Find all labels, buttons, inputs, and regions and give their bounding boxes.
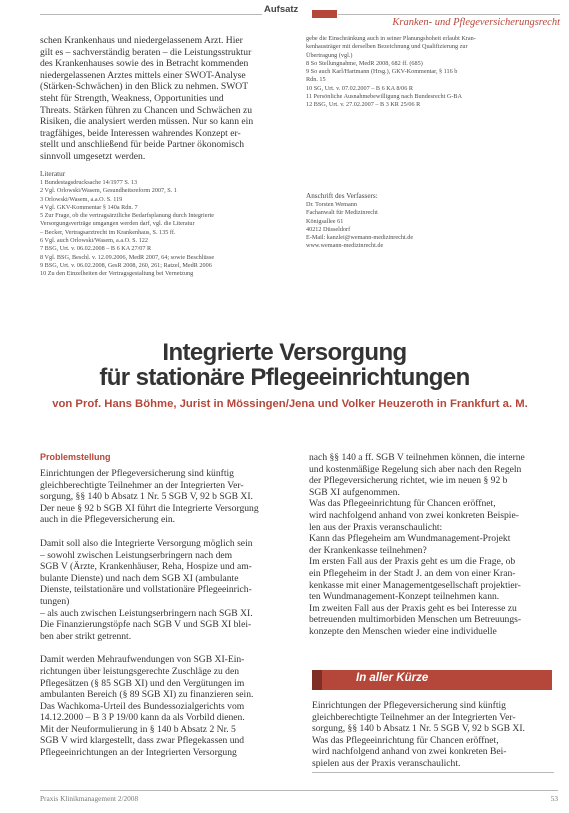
text-line: wird nachfolgend anhand von zwei konkreten Bei- bbox=[312, 746, 507, 758]
section-heading: Problemstellung bbox=[40, 452, 111, 462]
text-line: Einrichtungen der Pflegeversicherung sind künftig bbox=[312, 700, 506, 711]
section-tag: Aufsatz bbox=[264, 4, 299, 15]
text-line: Mit der Neuformulierung in § 140 b Absatz 2 Nr. 5 bbox=[40, 723, 236, 735]
text-line: Einrichtungen der Pflegeversicherung sind künftig bbox=[40, 468, 234, 479]
summary-box-text bbox=[312, 700, 554, 770]
text-line: Damit werden Mehraufwendungen von SGB XI-Ein- bbox=[40, 654, 245, 666]
header-accent-bar bbox=[312, 10, 337, 18]
summary-box-accent bbox=[312, 670, 322, 690]
note-line: kenhausträger mit derselben Bezeichnung und Qualifizierung zur bbox=[306, 43, 468, 51]
text-line: der Pflegeversicherung richtet, wie im neuen § 92 b bbox=[309, 475, 508, 487]
page-number: 53 bbox=[550, 794, 558, 803]
footnotes-title: Literatur bbox=[40, 170, 66, 178]
text-line: und kostenmäßige Regelung sich aber nach den Regeln bbox=[309, 463, 522, 475]
article-title-line-2: für stationäre Pflegeeinrichtungen bbox=[99, 364, 470, 391]
text-line: niedergelassenen Arztes mittels einer SWOT-Analyse bbox=[40, 69, 246, 81]
text-line: Threats. Stärken führen zu Chancen und Schwächen zu bbox=[40, 104, 253, 116]
footnote: 1 Bundestagsdrucksache 14/1977 S. 13 bbox=[40, 179, 138, 186]
text-line: spielen aus der Praxis veranschaulicht. bbox=[312, 757, 461, 769]
text-line: ein Pflegeheim in der Stadt J. an dem von einer Kran- bbox=[309, 567, 516, 579]
footer-publication: Praxis Klinikmanagement 2/2008 bbox=[40, 794, 139, 803]
text-line: gleichberechtigte Teilnehmer an der Integrierten Ver- bbox=[312, 711, 516, 723]
text-line: Das Wachkoma-Urteil des Bundessozialgerichts vom bbox=[40, 700, 245, 712]
running-title: Kranken- und Pflegeversicherungsrecht bbox=[392, 17, 560, 28]
text-line: Der neue § 92 b SGB XI führt die Integrierte Versorgung bbox=[40, 502, 259, 514]
text-line: auch in die Pflegeversicherung ein. bbox=[40, 514, 176, 526]
text-line: ten Wundmanagement-Konzept teilnehmen kann. bbox=[309, 591, 500, 603]
footnote: – Becker, Vertragsarztrecht im Krankenhaus, S. 135 ff. bbox=[40, 228, 176, 236]
article-title-line-1: Integrierte Versorgung bbox=[162, 339, 407, 366]
text-line: betreuenden multimorbiden Menschen um Betreuungs- bbox=[309, 614, 522, 626]
text-line: len aus der Praxis veranschaulicht: bbox=[309, 521, 443, 533]
text-line: wird nachfolgend anhand von zwei konkreten Beispie- bbox=[309, 509, 519, 521]
address-title: Anschrift des Verfassers: bbox=[306, 192, 378, 200]
text-line: konzepte den Menschen wieder eine individuelle bbox=[309, 625, 497, 637]
text-line: – sowohl zwischen Leistungserbringern nach dem bbox=[40, 549, 233, 561]
footnote: 10 Zu den Einzelheiten der Vertragsgestaltung bei Vernetzung bbox=[40, 270, 194, 278]
article-byline: von Prof. Hans Böhme, Jurist in Mössingen/Jena und Volker Heuzeroth in Frankfurt a. M. bbox=[52, 398, 528, 410]
note-line: gebe die Einschränkung auch in seiner Planungshoheit erlaubt Kran- bbox=[306, 35, 476, 42]
text-line: Pflegeeinrichtungen an der Integrierten Versorgung bbox=[40, 747, 237, 759]
text-line: gleichberechtigte Teilnehmer an der Integrierten Ver- bbox=[40, 479, 244, 491]
text-line: Kann das Pflegeheim am Wundmanagement-Projekt bbox=[309, 533, 511, 545]
footnotes-block bbox=[40, 170, 294, 279]
text-line: richtungen über leistungsgerechte Zuschläge zu den bbox=[40, 665, 239, 677]
footnote: 9 BSG, Urt. v. 06.02.2008, GesR 2008, 260, 261; Ratzel, MedR 2006 bbox=[40, 261, 212, 269]
text-line: nach §§ 140 a ff. SGB V teilnehmen können, die interne bbox=[309, 452, 525, 463]
summary-box-bottom-rule bbox=[312, 772, 554, 773]
address-line: 40212 Düsseldorf bbox=[306, 225, 351, 233]
text-line: Was das Pflegeeinrichtung für Chancen eröffnet, bbox=[309, 498, 496, 510]
text-line: tragfähiges, beide Interessen wahrendes Konzept er- bbox=[40, 127, 241, 139]
text-line: sinnvoll umgesetzt werden. bbox=[40, 150, 146, 162]
text-line: ben aber strikt getrennt. bbox=[40, 630, 132, 642]
footnote: 6 Vgl. auch Orlowski/Wasem, a.a.O. S. 122 bbox=[40, 237, 148, 245]
text-line: stellt und anschließend für beide Partner ökonomisch bbox=[40, 139, 245, 151]
note-line: 9 So auch Karl/Hartmann (Hrsg.), GKV-Kommentar, § 116 b bbox=[306, 68, 458, 76]
text-line: Risiken, die analysiert werden müssen. Nur so kann ein bbox=[40, 116, 254, 128]
text-line: des Krankenhauses sowie des in Betracht kommenden bbox=[40, 58, 249, 70]
text-line: der Krankenkasse teilnehmen? bbox=[309, 544, 427, 556]
footnote: 7 BSG, Urt. v. 06.02.2008 – B 6 KA 27/07 R bbox=[40, 245, 152, 253]
footnote: 8 Vgl. BSG, Beschl. v. 12.09.2006, MedR 2007, 64; sowie Beschlüsse bbox=[40, 253, 215, 261]
footer-rule bbox=[40, 790, 558, 791]
article-right-column bbox=[309, 452, 555, 638]
note-line: 11 Persönliche Ausnahmebewilligung nach Bundesrecht G-BA bbox=[306, 93, 462, 101]
text-line: Dienste, teilstationäre und vollstationäre Pflegeeinrich- bbox=[40, 584, 252, 596]
address-line: Dr. Torsten Wemann bbox=[306, 201, 357, 208]
top-right-notes bbox=[306, 35, 558, 110]
note-line: 12 BSG, Urt. v. 27.02.2007 – B 3 KR 25/06 R bbox=[306, 101, 421, 109]
text-line: – als auch zwischen Leistungserbringern nach SGB XI. bbox=[40, 607, 253, 619]
author-address bbox=[306, 192, 558, 251]
summary-box-title: In aller Kürze bbox=[356, 672, 429, 684]
text-line: Im ersten Fall aus der Praxis geht es um die Frage, ob bbox=[309, 556, 516, 568]
address-line: Fachanwalt für Medizinrecht bbox=[306, 209, 378, 217]
text-line: kenkasse mit einer Managementgesellschaft projektier- bbox=[309, 579, 521, 591]
address-line: Königsallee 61 bbox=[306, 217, 344, 225]
note-line: 10 SG, Urt. v. 07.02.2007 – B 6 KA 8/06 R bbox=[306, 84, 414, 92]
text-line: Pflegesätzen (§ 85 SGB XI) und den Vergütungen im bbox=[40, 677, 245, 689]
text-line: sorgung, §§ 140 b Absatz 1 Nr. 5 SGB V, 92 b SGB XI. bbox=[40, 491, 253, 503]
text-line: SGB V wird klargestellt, dass zwar Pflegekassen und bbox=[40, 735, 245, 747]
text-line: sorgung, §§ 140 b Absatz 1 Nr. 5 SGB V, 92 b SGB XI. bbox=[312, 723, 525, 735]
footnote: 3 Orlowski/Wasem, a.a.O. S. 119 bbox=[40, 195, 123, 203]
note-line: Übertragung (vgl.) bbox=[306, 51, 353, 59]
text-line: steht für Strength, Weakness, Opportunities und bbox=[40, 92, 224, 104]
footnote: 2 Vgl. Orlowski/Wasem, Gesundheitsreform 2007, S. 1 bbox=[40, 187, 177, 195]
text-line: ambulanten Bereich (§ 89 SGB XI) zu finanzieren sein. bbox=[40, 689, 254, 701]
footnote: Versorgungsverträge umgangen werden darf, vgl. die Literatur bbox=[40, 220, 195, 228]
text-line: tungen) bbox=[40, 595, 70, 607]
top-left-column bbox=[40, 35, 294, 163]
text-line: bulante Dienste) und nach dem SGB XI (ambulante bbox=[40, 572, 239, 584]
text-line: (Stärken-Schwächen) in den Blick zu nehmen. SWOT bbox=[40, 81, 249, 93]
text-line: SGB XI aufgenommen. bbox=[309, 486, 400, 498]
text-line: gilt es – sachverständig beraten – die Leistungsstruktur bbox=[40, 46, 252, 58]
note-line: 8 So Stellungnahme, MedR 2008, 682 ff. (685) bbox=[306, 59, 423, 67]
header-rule-right bbox=[338, 14, 560, 15]
text-line: Was das Pflegeeinrichtung für Chancen eröffnet, bbox=[312, 734, 499, 746]
note-line: Rdn. 15 bbox=[306, 76, 326, 84]
text-line: 14.12.2000 – B 3 P 19/00 kann da als Vorbild dienen. bbox=[40, 712, 245, 724]
text-line: schen Krankenhaus und niedergelassenem Arzt. Hier bbox=[40, 35, 243, 46]
address-line: E-Mail: kanzlei@wemann-medizinrecht.de bbox=[306, 234, 414, 242]
text-line: Im zweiten Fall aus der Praxis geht es bei Interesse zu bbox=[309, 602, 517, 614]
article-left-column bbox=[40, 452, 294, 759]
summary-box-header bbox=[312, 670, 552, 690]
text-line: Die Finanzierungstöpfe nach SGB V und SGB XI blei- bbox=[40, 619, 252, 631]
text-line: SGB V (Ärzte, Krankenhäuser, Reha, Hospize und am- bbox=[40, 561, 252, 573]
header-rule-top bbox=[40, 14, 262, 15]
address-line: www.wemann-medizinrecht.de bbox=[306, 242, 384, 250]
footnote: 4 Vgl. GKV-Kommentar § 140a Rdn. 7 bbox=[40, 203, 138, 211]
text-line: Damit soll also die Integrierte Versorgung möglich sein bbox=[40, 537, 253, 549]
footnote: 5 Zur Frage, ob die vertragsärztliche Bedarfsplanung durch Integrierte bbox=[40, 212, 215, 220]
